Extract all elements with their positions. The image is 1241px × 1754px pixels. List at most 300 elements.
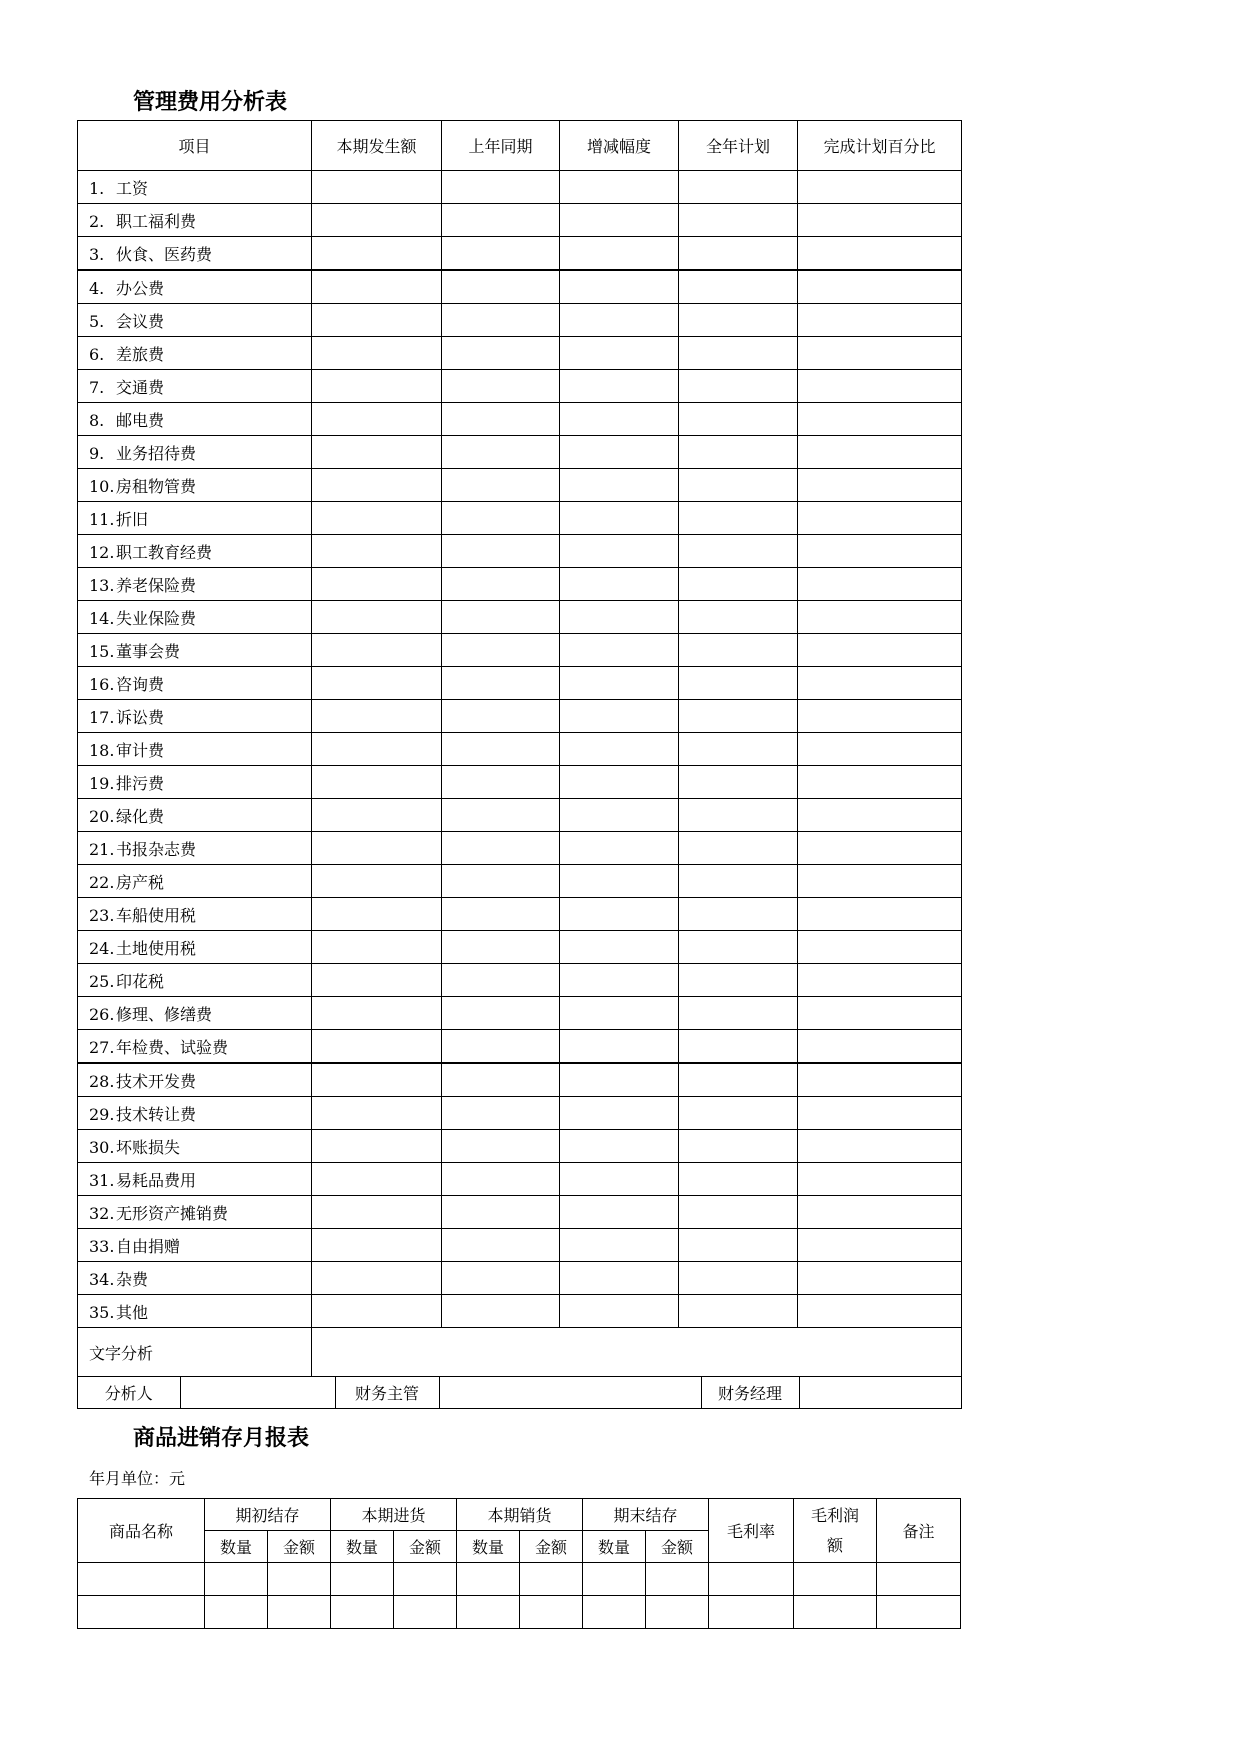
header-qty: 数量 xyxy=(457,1531,520,1563)
expense-item-cell xyxy=(78,568,312,601)
value-cell xyxy=(798,766,962,799)
expense-row xyxy=(78,568,962,601)
empty-cell xyxy=(78,1596,205,1629)
expense-row xyxy=(78,270,962,304)
value-cell xyxy=(312,270,442,304)
value-cell xyxy=(798,832,962,865)
expense-row xyxy=(78,766,962,799)
expense-item-cell xyxy=(78,1163,312,1196)
item-number: 18. xyxy=(89,740,115,760)
item-label: 车船使用税 xyxy=(116,905,197,925)
value-cell xyxy=(442,469,560,502)
item-number: 35. xyxy=(89,1302,115,1322)
item-number: 31. xyxy=(89,1170,115,1190)
item-label: 职工教育经费 xyxy=(116,542,213,562)
expense-row xyxy=(78,370,962,403)
value-cell xyxy=(560,337,679,370)
value-cell xyxy=(679,733,798,766)
expense-item-cell xyxy=(78,733,312,766)
empty-cell xyxy=(646,1563,709,1596)
item-label: 技术开发费 xyxy=(116,1071,197,1091)
expense-row xyxy=(78,832,962,865)
expense-item-cell xyxy=(78,931,312,964)
value-cell xyxy=(560,1262,679,1295)
item-number: 24. xyxy=(89,938,115,958)
value-cell xyxy=(312,898,442,931)
expense-row xyxy=(78,931,962,964)
value-cell xyxy=(560,171,679,204)
signature-table xyxy=(78,1377,962,1408)
value-cell xyxy=(442,1163,560,1196)
expense-row xyxy=(78,1030,962,1064)
value-cell xyxy=(312,799,442,832)
value-cell xyxy=(560,1030,679,1064)
finance-manager-label: 财务经理 xyxy=(701,1377,799,1408)
gross-profit-line-2: 额 xyxy=(827,1535,844,1555)
expense-row xyxy=(78,1295,962,1328)
signature-cell xyxy=(78,1377,962,1409)
value-cell xyxy=(312,568,442,601)
item-label: 职工福利费 xyxy=(116,211,197,231)
expense-item-cell xyxy=(78,237,312,271)
expense-row xyxy=(78,469,962,502)
item-number: 30. xyxy=(89,1137,115,1157)
value-cell xyxy=(560,204,679,237)
expense-item-cell xyxy=(78,865,312,898)
header-amount: 金额 xyxy=(394,1531,457,1563)
value-cell xyxy=(312,1196,442,1229)
item-label: 失业保险费 xyxy=(116,608,197,628)
value-cell xyxy=(679,337,798,370)
expense-item-cell xyxy=(78,304,312,337)
value-cell xyxy=(798,171,962,204)
item-label: 房租物管费 xyxy=(116,476,197,496)
value-cell xyxy=(442,832,560,865)
item-number: 10. xyxy=(89,476,115,496)
expense-row xyxy=(78,667,962,700)
value-cell xyxy=(560,370,679,403)
item-number: 25. xyxy=(89,971,115,991)
value-cell xyxy=(798,270,962,304)
value-cell xyxy=(312,1063,442,1097)
empty-cell xyxy=(268,1563,331,1596)
value-cell xyxy=(312,1262,442,1295)
value-cell xyxy=(442,1097,560,1130)
item-label: 养老保险费 xyxy=(116,575,197,595)
expense-item-cell xyxy=(78,1262,312,1295)
item-label: 折旧 xyxy=(116,509,149,529)
value-cell xyxy=(679,502,798,535)
expense-row xyxy=(78,502,962,535)
item-number: 33. xyxy=(89,1236,115,1256)
value-cell xyxy=(442,370,560,403)
value-cell xyxy=(679,1130,798,1163)
value-cell xyxy=(798,667,962,700)
item-number: 14. xyxy=(89,608,115,628)
analyst-field[interactable] xyxy=(180,1377,335,1408)
item-label: 差旅费 xyxy=(116,344,165,364)
header-qty: 数量 xyxy=(331,1531,394,1563)
value-cell xyxy=(442,931,560,964)
item-label: 办公费 xyxy=(116,278,165,298)
value-cell xyxy=(798,535,962,568)
analysis-text-field[interactable] xyxy=(312,1328,962,1377)
finance-supervisor-field[interactable] xyxy=(439,1377,701,1408)
empty-cell xyxy=(794,1596,877,1629)
value-cell xyxy=(312,370,442,403)
expense-item-cell xyxy=(78,1196,312,1229)
item-label: 印花税 xyxy=(116,971,165,991)
expense-item-cell xyxy=(78,204,312,237)
value-cell xyxy=(798,370,962,403)
header-last-year: 上年同期 xyxy=(442,121,560,171)
value-cell xyxy=(442,766,560,799)
expense-item-cell xyxy=(78,898,312,931)
value-cell xyxy=(560,304,679,337)
item-label: 绿化费 xyxy=(116,806,165,826)
value-cell xyxy=(679,270,798,304)
value-cell xyxy=(679,1295,798,1328)
value-cell xyxy=(442,601,560,634)
expense-item-cell xyxy=(78,766,312,799)
value-cell xyxy=(442,1130,560,1163)
value-cell xyxy=(679,1163,798,1196)
value-cell xyxy=(798,502,962,535)
value-cell xyxy=(679,898,798,931)
value-cell xyxy=(312,733,442,766)
expense-item-cell xyxy=(78,1097,312,1130)
item-number: 34. xyxy=(89,1269,115,1289)
item-label: 房产税 xyxy=(116,872,165,892)
header-item: 项目 xyxy=(78,121,312,171)
value-cell xyxy=(679,865,798,898)
header-product-name: 商品名称 xyxy=(78,1499,205,1563)
value-cell xyxy=(442,865,560,898)
value-cell xyxy=(312,700,442,733)
expense-row xyxy=(78,733,962,766)
item-number: 16. xyxy=(89,674,115,694)
value-cell xyxy=(798,1262,962,1295)
value-cell xyxy=(798,237,962,271)
empty-cell xyxy=(709,1563,794,1596)
value-cell xyxy=(679,1030,798,1064)
value-cell xyxy=(798,436,962,469)
value-cell xyxy=(798,733,962,766)
value-cell xyxy=(798,601,962,634)
value-cell xyxy=(442,436,560,469)
expense-item-cell xyxy=(78,1229,312,1262)
analyst-label: 分析人 xyxy=(78,1377,180,1408)
expense-row xyxy=(78,1229,962,1262)
value-cell xyxy=(560,1229,679,1262)
value-cell xyxy=(679,568,798,601)
value-cell xyxy=(798,1063,962,1097)
value-cell xyxy=(560,502,679,535)
value-cell xyxy=(798,1163,962,1196)
value-cell xyxy=(679,204,798,237)
expense-row xyxy=(78,1063,962,1097)
item-number: 32. xyxy=(89,1203,115,1223)
empty-cell xyxy=(457,1563,520,1596)
expense-item-cell xyxy=(78,370,312,403)
expense-item-cell xyxy=(78,1030,312,1064)
analysis-row xyxy=(78,1328,962,1377)
item-label: 审计费 xyxy=(116,740,165,760)
value-cell xyxy=(798,1196,962,1229)
value-cell xyxy=(679,931,798,964)
value-cell xyxy=(560,270,679,304)
value-cell xyxy=(312,1030,442,1064)
value-cell xyxy=(560,733,679,766)
value-cell xyxy=(798,1295,962,1328)
expense-item-cell xyxy=(78,171,312,204)
inventory-header-row-1 xyxy=(78,1499,961,1531)
empty-cell xyxy=(646,1596,709,1629)
inventory-table-title: 商品进销存月报表 xyxy=(133,1426,310,1451)
item-number: 23. xyxy=(89,905,115,925)
item-number: 7. xyxy=(89,377,105,397)
expense-item-cell xyxy=(78,1295,312,1328)
expense-row xyxy=(78,1163,962,1196)
item-label: 无形资产摊销费 xyxy=(116,1203,229,1223)
value-cell xyxy=(798,964,962,997)
value-cell xyxy=(798,304,962,337)
expense-row xyxy=(78,601,962,634)
value-cell xyxy=(798,337,962,370)
value-cell xyxy=(679,964,798,997)
empty-cell xyxy=(583,1596,646,1629)
signature-row xyxy=(78,1377,962,1409)
expense-item-cell xyxy=(78,997,312,1030)
expense-item-cell xyxy=(78,535,312,568)
value-cell xyxy=(442,337,560,370)
header-qty: 数量 xyxy=(583,1531,646,1563)
expense-item-cell xyxy=(78,964,312,997)
empty-cell xyxy=(709,1596,794,1629)
value-cell xyxy=(312,601,442,634)
value-cell xyxy=(442,634,560,667)
item-number: 27. xyxy=(89,1037,115,1057)
value-cell xyxy=(798,1030,962,1064)
item-label: 工资 xyxy=(116,178,149,198)
item-number: 1. xyxy=(89,178,105,198)
empty-cell xyxy=(583,1563,646,1596)
value-cell xyxy=(679,535,798,568)
value-cell xyxy=(798,204,962,237)
value-cell xyxy=(560,469,679,502)
item-number: 3. xyxy=(89,244,105,264)
expense-item-cell xyxy=(78,799,312,832)
value-cell xyxy=(560,1163,679,1196)
expense-item-cell xyxy=(78,469,312,502)
expense-row xyxy=(78,1262,962,1295)
value-cell xyxy=(560,667,679,700)
header-closing-balance: 期末结存 xyxy=(583,1499,709,1531)
header-gross-profit xyxy=(794,1499,877,1563)
value-cell xyxy=(312,337,442,370)
item-number: 28. xyxy=(89,1071,115,1091)
item-label: 诉讼费 xyxy=(116,707,165,727)
value-cell xyxy=(798,1229,962,1262)
value-cell xyxy=(312,1163,442,1196)
value-cell xyxy=(442,1262,560,1295)
value-cell xyxy=(560,1196,679,1229)
empty-cell xyxy=(331,1563,394,1596)
expense-item-cell xyxy=(78,1130,312,1163)
value-cell xyxy=(312,997,442,1030)
expense-table-header-row xyxy=(78,121,962,171)
value-cell xyxy=(679,667,798,700)
value-cell xyxy=(560,964,679,997)
value-cell xyxy=(312,237,442,271)
value-cell xyxy=(442,964,560,997)
expense-row xyxy=(78,1196,962,1229)
value-cell xyxy=(312,469,442,502)
value-cell xyxy=(442,1196,560,1229)
value-cell xyxy=(560,931,679,964)
item-label: 伙食、医药费 xyxy=(116,244,213,264)
value-cell xyxy=(560,865,679,898)
signature-inner-row xyxy=(78,1377,962,1408)
value-cell xyxy=(679,1229,798,1262)
value-cell xyxy=(679,766,798,799)
value-cell xyxy=(798,865,962,898)
value-cell xyxy=(560,799,679,832)
expense-row xyxy=(78,403,962,436)
item-number: 13. xyxy=(89,575,115,595)
header-plan-completion: 完成计划百分比 xyxy=(798,121,962,171)
value-cell xyxy=(679,237,798,271)
value-cell xyxy=(560,601,679,634)
expense-item-cell xyxy=(78,1063,312,1097)
value-cell xyxy=(798,1097,962,1130)
item-number: 21. xyxy=(89,839,115,859)
expense-item-cell xyxy=(78,832,312,865)
item-label: 修理、修缮费 xyxy=(116,1004,213,1024)
item-number: 6. xyxy=(89,344,105,364)
value-cell xyxy=(679,1196,798,1229)
value-cell xyxy=(312,1130,442,1163)
value-cell xyxy=(312,832,442,865)
value-cell xyxy=(312,1295,442,1328)
empty-cell xyxy=(331,1596,394,1629)
value-cell xyxy=(560,403,679,436)
value-cell xyxy=(442,171,560,204)
value-cell xyxy=(442,733,560,766)
item-label: 技术转让费 xyxy=(116,1104,197,1124)
expense-row xyxy=(78,997,962,1030)
value-cell xyxy=(312,171,442,204)
item-label: 咨询费 xyxy=(116,674,165,694)
value-cell xyxy=(560,997,679,1030)
value-cell xyxy=(560,535,679,568)
item-label: 董事会费 xyxy=(116,641,181,661)
value-cell xyxy=(312,964,442,997)
value-cell xyxy=(442,535,560,568)
value-cell xyxy=(442,667,560,700)
value-cell xyxy=(679,997,798,1030)
expense-row xyxy=(78,865,962,898)
value-cell xyxy=(312,436,442,469)
finance-manager-field[interactable] xyxy=(799,1377,962,1408)
item-number: 8. xyxy=(89,410,105,430)
expense-row xyxy=(78,304,962,337)
value-cell xyxy=(442,568,560,601)
item-number: 9. xyxy=(89,443,105,463)
value-cell xyxy=(442,304,560,337)
empty-cell xyxy=(794,1563,877,1596)
value-cell xyxy=(312,304,442,337)
expense-item-cell xyxy=(78,436,312,469)
empty-cell xyxy=(520,1563,583,1596)
value-cell xyxy=(312,403,442,436)
expense-row xyxy=(78,337,962,370)
value-cell xyxy=(679,171,798,204)
value-cell xyxy=(679,799,798,832)
value-cell xyxy=(312,667,442,700)
header-annual-plan: 全年计划 xyxy=(679,121,798,171)
value-cell xyxy=(560,568,679,601)
value-cell xyxy=(442,204,560,237)
value-cell xyxy=(442,898,560,931)
expense-item-cell xyxy=(78,700,312,733)
value-cell xyxy=(442,403,560,436)
header-change-rate: 增减幅度 xyxy=(560,121,679,171)
value-cell xyxy=(798,634,962,667)
value-cell xyxy=(798,568,962,601)
expense-row xyxy=(78,964,962,997)
value-cell xyxy=(798,700,962,733)
value-cell xyxy=(312,766,442,799)
expense-row xyxy=(78,1097,962,1130)
item-label: 自由捐赠 xyxy=(116,1236,181,1256)
value-cell xyxy=(679,1262,798,1295)
empty-cell xyxy=(394,1563,457,1596)
unit-line: 年月单位：元 xyxy=(89,1469,186,1488)
header-current-purchase: 本期进货 xyxy=(331,1499,457,1531)
value-cell xyxy=(312,535,442,568)
value-cell xyxy=(312,204,442,237)
item-label: 邮电费 xyxy=(116,410,165,430)
inventory-monthly-table xyxy=(77,1498,961,1629)
value-cell xyxy=(798,799,962,832)
item-number: 2. xyxy=(89,211,105,231)
header-current-amount: 本期发生额 xyxy=(312,121,442,171)
header-qty: 数量 xyxy=(205,1531,268,1563)
value-cell xyxy=(679,370,798,403)
empty-cell xyxy=(205,1596,268,1629)
header-amount: 金额 xyxy=(520,1531,583,1563)
value-cell xyxy=(798,898,962,931)
item-label: 土地使用税 xyxy=(116,938,197,958)
item-number: 17. xyxy=(89,707,115,727)
item-label: 其他 xyxy=(116,1302,149,1322)
expense-item-cell xyxy=(78,634,312,667)
expense-row xyxy=(78,898,962,931)
expense-row xyxy=(78,1130,962,1163)
expense-item-cell xyxy=(78,667,312,700)
gross-profit-line-1: 毛利润 xyxy=(811,1505,860,1525)
value-cell xyxy=(560,766,679,799)
item-number: 5. xyxy=(89,311,105,331)
value-cell xyxy=(560,1130,679,1163)
value-cell xyxy=(560,1295,679,1328)
header-gross-margin: 毛利率 xyxy=(709,1499,794,1563)
value-cell xyxy=(560,436,679,469)
value-cell xyxy=(312,634,442,667)
item-number: 12. xyxy=(89,542,115,562)
value-cell xyxy=(679,403,798,436)
